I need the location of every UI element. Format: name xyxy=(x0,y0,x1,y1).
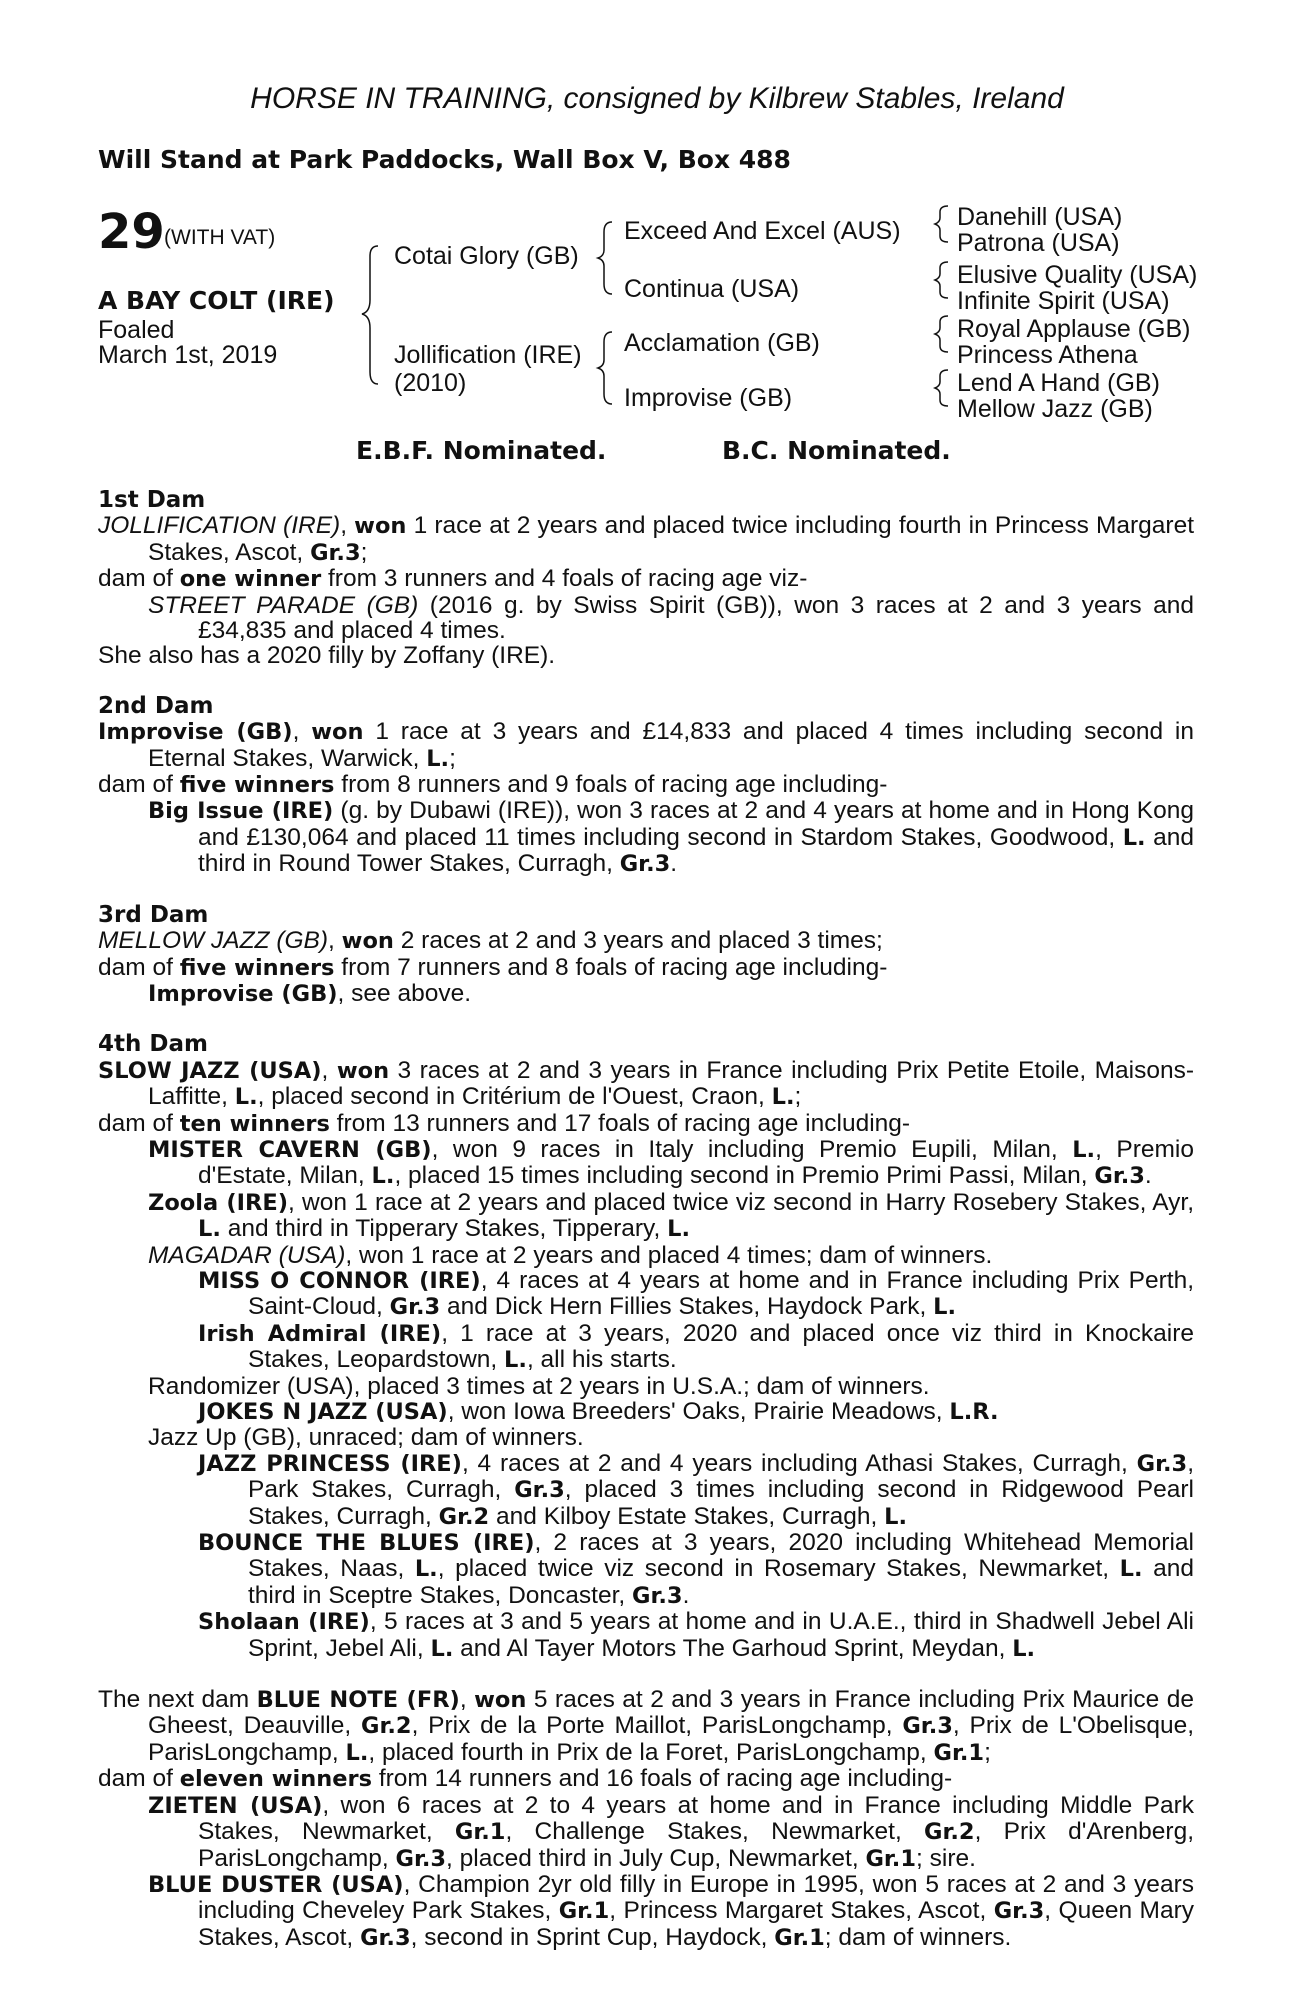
pedigree-dsd: Princess Athena xyxy=(957,341,1138,369)
won-label: won xyxy=(336,1057,390,1084)
text: , placed second in Critérium de l'Ouest, Craon, xyxy=(257,1083,772,1111)
grade: Gr.3 xyxy=(1136,1450,1188,1477)
offspring-irish-admiral xyxy=(198,1321,1194,1374)
grade: Gr.3 xyxy=(619,851,671,878)
text: , Park Stakes, Curragh, xyxy=(248,1449,1194,1504)
catalogue-body xyxy=(98,488,1194,1951)
text: , see above. xyxy=(337,979,472,1007)
nextdam-paragraph xyxy=(98,1687,1194,1766)
offspring-name: Zoola (IRE) xyxy=(148,1189,288,1216)
pedigree-ssd: Patrona (USA) xyxy=(957,229,1120,257)
offspring-name: MAGADAR (USA) xyxy=(148,1241,346,1269)
ebf-nominated: E.B.F. Nominated. xyxy=(356,436,607,465)
grade: Gr.3 xyxy=(389,1294,441,1321)
pedigree-dam-year: (2010) xyxy=(394,369,467,397)
grade: L. xyxy=(504,1347,527,1374)
text: , placed 15 times including second in Premio Primi Passi, Milan, xyxy=(394,1162,1095,1190)
dam3-offspring xyxy=(148,981,1194,1007)
dam1-paragraph xyxy=(98,513,1194,566)
foaled-date: March 1st, 2019 xyxy=(98,341,278,369)
text: and third in Round Tower Stakes, Curragh, xyxy=(198,823,1194,878)
text: (2016 g. by Swiss Spirit (GB)), won 3 races at 2 and 3 years and £34,835 and placed 4 times. xyxy=(198,591,1194,645)
pedigree-sss: Danehill (USA) xyxy=(957,203,1123,231)
offspring-name: BLUE DUSTER (USA) xyxy=(148,1871,404,1898)
text: from 13 runners and 17 foals of racing age including- xyxy=(329,1109,911,1137)
text: 2 races at 2 and 3 years and placed 3 times; xyxy=(393,927,883,955)
grade: Gr.2 xyxy=(361,1713,412,1740)
offspring-magadar xyxy=(148,1243,1194,1268)
text: ; xyxy=(449,744,456,772)
dam1-produce-line xyxy=(98,566,1194,592)
text: dam of xyxy=(98,953,180,981)
offspring-name: MISS O CONNOR (IRE) xyxy=(198,1267,481,1294)
text: , won 1 race at 2 years and placed 4 times; dam of winners. xyxy=(345,1241,993,1269)
pedigree-dam-sire: Acclamation (GB) xyxy=(624,329,820,357)
grade: L. xyxy=(884,1503,908,1530)
text: The next dam xyxy=(98,1686,257,1714)
text: from 7 runners and 8 foals of racing age including- xyxy=(334,953,888,981)
standing-location: Will Stand at Park Paddocks, Wall Box V, Box 488 xyxy=(98,145,791,174)
text: from 3 runners and 4 foals of racing age viz- xyxy=(321,565,808,593)
text: , all his starts. xyxy=(526,1346,677,1374)
bc-nominated: B.C. Nominated. xyxy=(722,436,951,465)
grade: Gr.3 xyxy=(360,1924,411,1951)
grade: L. xyxy=(426,745,450,772)
offspring-bounce-the-blues xyxy=(198,1530,1194,1609)
grade: L. xyxy=(414,1556,438,1583)
text: , Champion 2yr old filly in Europe in 1995, won 5 races at 2 and 3 years including Cheveley Park Stakes, xyxy=(198,1870,1194,1925)
offspring-miss-o-connor xyxy=(198,1268,1194,1321)
grade: L. xyxy=(1012,1635,1036,1662)
won-label: won xyxy=(311,719,364,746)
offspring-name: JOKES N JAZZ (USA) xyxy=(198,1399,448,1425)
won-label: won xyxy=(354,513,407,540)
offspring-name: Big Issue (IRE) xyxy=(148,798,334,825)
text: , placed 3 times including second in Ridgewood Pearl Stakes, Curragh, xyxy=(248,1476,1194,1530)
text: ; xyxy=(360,538,368,566)
grade: Gr.3 xyxy=(514,1477,565,1504)
pedigree-sds: Elusive Quality (USA) xyxy=(957,261,1198,289)
grade: L. xyxy=(234,1084,258,1111)
offspring-name: ZIETEN (USA) xyxy=(148,1792,323,1819)
grade: L. xyxy=(345,1739,369,1766)
text: . xyxy=(682,1581,690,1609)
offspring-zoola xyxy=(148,1190,1194,1243)
winner-count: five winners xyxy=(179,954,335,981)
text: , won 6 races at 2 to 4 years at home and in France including Middle Park Stakes, Newmarket, xyxy=(198,1791,1194,1846)
dam-name: Improvise (GB) xyxy=(98,719,293,746)
text: , Challenge Stakes, Newmarket, xyxy=(505,1818,925,1846)
section-title-dam3: 3rd Dam xyxy=(98,901,209,928)
section-title-dam2: 2nd Dam xyxy=(98,692,214,719)
pedigree-dam-dam: Improvise (GB) xyxy=(624,384,793,412)
foaled-label: Foaled xyxy=(98,316,175,344)
text: , placed fourth in Prix de la Foret, ParisLongchamp, xyxy=(368,1738,934,1766)
text: ; dam of winners. xyxy=(824,1923,1012,1951)
pedigree-sire: Cotai Glory (GB) xyxy=(394,242,579,270)
grade: L. xyxy=(771,1084,795,1111)
won-label: won xyxy=(474,1687,527,1714)
winner-count: eleven winners xyxy=(179,1766,373,1793)
grade: Gr.1 xyxy=(558,1898,610,1925)
won-label: won xyxy=(341,928,394,955)
text: , Prix de L'Obelisque, ParisLongchamp, xyxy=(148,1712,1195,1766)
text: , Prix d'Arenberg, ParisLongchamp, xyxy=(198,1818,1194,1872)
text: , Queen Mary Stakes, Ascot, xyxy=(198,1897,1194,1951)
grade: L. xyxy=(1119,1556,1143,1583)
offspring-name: STREET PARADE (GB) xyxy=(148,591,419,619)
grade: Gr.3 xyxy=(902,1713,953,1740)
text: and third in Tipperary Stakes, Tipperary, xyxy=(220,1215,668,1243)
grade: L. xyxy=(1072,1136,1096,1163)
text: , second in Sprint Cup, Haydock, xyxy=(410,1923,775,1951)
grade: Gr.1 xyxy=(865,1845,917,1872)
dam-name: SLOW JAZZ (USA) xyxy=(98,1057,322,1084)
text: , xyxy=(459,1686,475,1714)
text: dam of xyxy=(98,1765,180,1793)
text: and Dick Hern Fillies Stakes, Haydock Park, xyxy=(440,1293,934,1321)
grade: L. xyxy=(198,1216,221,1243)
dam4-paragraph xyxy=(98,1058,1194,1111)
grade: Gr.3 xyxy=(1094,1163,1145,1190)
text: dam of xyxy=(98,771,180,799)
text: , 4 races at 2 and 4 years including Athasi Stakes, Curragh, xyxy=(461,1449,1137,1477)
offspring-jazz-up: Jazz Up (GB), unraced; dam of winners. xyxy=(148,1424,584,1452)
text: and third in Sceptre Stakes, Doncaster, xyxy=(248,1555,1195,1609)
text: 1 race at 2 years and placed twice including fourth in Princess Margaret Stakes, Ascot, xyxy=(148,512,1195,566)
text: and Kilboy Estate Stakes, Curragh, xyxy=(489,1502,885,1530)
text: , 1 race at 3 years, 2020 and placed once viz third in Knockaire Stakes, Leopardstown, xyxy=(248,1319,1194,1374)
offspring-name: Improvise (GB) xyxy=(148,980,338,1007)
text: , won 9 races in Italy including Premio Eupili, Milan, xyxy=(431,1135,1073,1163)
text: ; xyxy=(984,1738,991,1766)
text: , won 1 race at 2 years and placed twice viz second in Harry Rosebery Stakes, Ayr, xyxy=(288,1188,1195,1216)
text: , xyxy=(328,927,342,955)
offspring-randomizer: Randomizer (USA), placed 3 times at 2 years in U.S.A.; dam of winners. xyxy=(148,1372,930,1400)
text: and Al Tayer Motors The Garhoud Sprint, Meydan, xyxy=(453,1634,1013,1662)
horse-name: A BAY COLT (IRE) xyxy=(98,286,335,315)
grade: L. xyxy=(430,1635,454,1662)
section-title-dam1: 1st Dam xyxy=(98,487,206,513)
lot-number: 29 xyxy=(98,204,165,260)
text: , placed third in July Cup, Newmarket, xyxy=(446,1844,866,1872)
text: from 14 runners and 16 foals of racing age including- xyxy=(372,1765,953,1793)
dam-name: JOLLIFICATION (IRE) xyxy=(98,512,341,540)
offspring-jokes-n-jazz xyxy=(198,1399,1194,1425)
offspring-zieten xyxy=(148,1793,1194,1872)
dam3-produce-line xyxy=(98,955,1194,981)
grade: Gr.2 xyxy=(438,1503,490,1530)
grade: L.R. xyxy=(949,1399,999,1425)
text: , xyxy=(340,512,355,540)
pedigree-dam: Jollification (IRE) xyxy=(394,341,582,369)
text: , placed twice viz second in Rosemary Stakes, Newmarket, xyxy=(437,1555,1120,1583)
offspring-mister-cavern xyxy=(148,1137,1194,1190)
offspring-sholaan xyxy=(198,1609,1194,1662)
text: , Premio d'Estate, Milan, xyxy=(198,1135,1194,1190)
pedigree-sdd: Infinite Spirit (USA) xyxy=(957,287,1170,315)
offspring-jazz-princess xyxy=(198,1451,1194,1530)
offspring-name: JAZZ PRINCESS (IRE) xyxy=(198,1450,462,1477)
dam2-paragraph xyxy=(98,719,1194,772)
text: , xyxy=(321,1056,337,1084)
winner-count: one winner xyxy=(179,566,322,593)
text: , won Iowa Breeders' Oaks, Prairie Meadows, xyxy=(447,1398,950,1425)
nextdam-produce-line xyxy=(98,1766,1194,1792)
grade: Gr.1 xyxy=(933,1739,985,1766)
pedigree-sire-dam: Continua (USA) xyxy=(624,275,800,303)
offspring-name: Irish Admiral (IRE) xyxy=(198,1320,442,1347)
offspring-name: MISTER CAVERN (GB) xyxy=(148,1136,432,1163)
text: 3 races at 2 and 3 years in France including Prix Petite Etoile, Maisons-Laffitte, xyxy=(148,1056,1194,1111)
grade: Gr.3 xyxy=(310,539,361,566)
text: (g. by Dubawi (IRE)), won 3 races at 2 and 4 years at home and in Hong Kong and £130,064 and placed 11 times including second in Stardom Stakes, Goodwood, xyxy=(198,797,1194,851)
text: dam of xyxy=(98,1109,180,1137)
grade: L. xyxy=(1122,824,1146,851)
offspring-blue-duster xyxy=(148,1872,1194,1951)
dam1-offspring xyxy=(148,593,1194,644)
text: from 8 runners and 9 foals of racing age including- xyxy=(334,771,888,799)
text: 5 races at 2 and 3 years in France including Prix Maurice de Gheest, Deauville, xyxy=(148,1686,1195,1740)
dam-name: MELLOW JAZZ (GB) xyxy=(98,927,329,955)
grade: L. xyxy=(933,1294,956,1321)
offspring-name: Sholaan (IRE) xyxy=(198,1609,370,1636)
text: , xyxy=(292,718,312,746)
page-header: HORSE IN TRAINING, consigned by Kilbrew Stables, Ireland xyxy=(250,82,1064,115)
text: , 4 races at 4 years at home and in France including Prix Perth, Saint-Cloud, xyxy=(248,1266,1194,1321)
text: , Princess Margaret Stakes, Ascot, xyxy=(609,1897,994,1925)
grade: Gr.3 xyxy=(993,1898,1045,1925)
winner-count: five winners xyxy=(179,772,335,799)
text: . xyxy=(670,850,678,878)
grade: Gr.1 xyxy=(774,1924,825,1951)
text: , 2 races at 3 years, 2020 including Whitehead Memorial Stakes, Naas, xyxy=(248,1529,1194,1583)
text: ; xyxy=(794,1083,802,1111)
text: , 5 races at 3 and 5 years at home and in U.A.E., third in Shadwell Jebel Ali Sprint, Jebel Ali, xyxy=(248,1608,1194,1662)
lot-vat: (WITH VAT) xyxy=(164,226,276,249)
text: , Prix de la Porte Maillot, ParisLongchamp, xyxy=(411,1712,903,1740)
dam3-paragraph xyxy=(98,928,1194,954)
offspring-name: BOUNCE THE BLUES (IRE) xyxy=(198,1530,535,1557)
grade: Gr.2 xyxy=(924,1819,975,1846)
winner-count: ten winners xyxy=(179,1110,330,1137)
grade: L. xyxy=(667,1216,690,1243)
dam2-offspring xyxy=(148,798,1194,877)
pedigree-ddd: Mellow Jazz (GB) xyxy=(957,395,1153,423)
section-title-dam4: 4th Dam xyxy=(98,1031,208,1058)
text: 1 race at 3 years and £14,833 and placed 4 times including second in Eternal Stakes, Warwick, xyxy=(148,718,1194,772)
dam4-produce-line xyxy=(98,1111,1194,1137)
pedigree-dds: Lend A Hand (GB) xyxy=(957,369,1160,397)
pedigree-dss: Royal Applause (GB) xyxy=(957,315,1191,343)
text: dam of xyxy=(98,565,180,593)
grade: Gr.3 xyxy=(632,1582,683,1609)
dam2-produce-line xyxy=(98,772,1194,798)
grade: Gr.3 xyxy=(395,1845,447,1872)
text: ; sire. xyxy=(916,1844,976,1872)
text: . xyxy=(1144,1162,1152,1190)
grade: L. xyxy=(371,1163,395,1190)
dam-name: BLUE NOTE (FR) xyxy=(256,1687,460,1714)
grade: Gr.1 xyxy=(454,1819,506,1846)
pedigree-sire-sire: Exceed And Excel (AUS) xyxy=(624,217,901,245)
dam1-note: She also has a 2020 filly by Zoffany (IRE). xyxy=(98,642,556,670)
